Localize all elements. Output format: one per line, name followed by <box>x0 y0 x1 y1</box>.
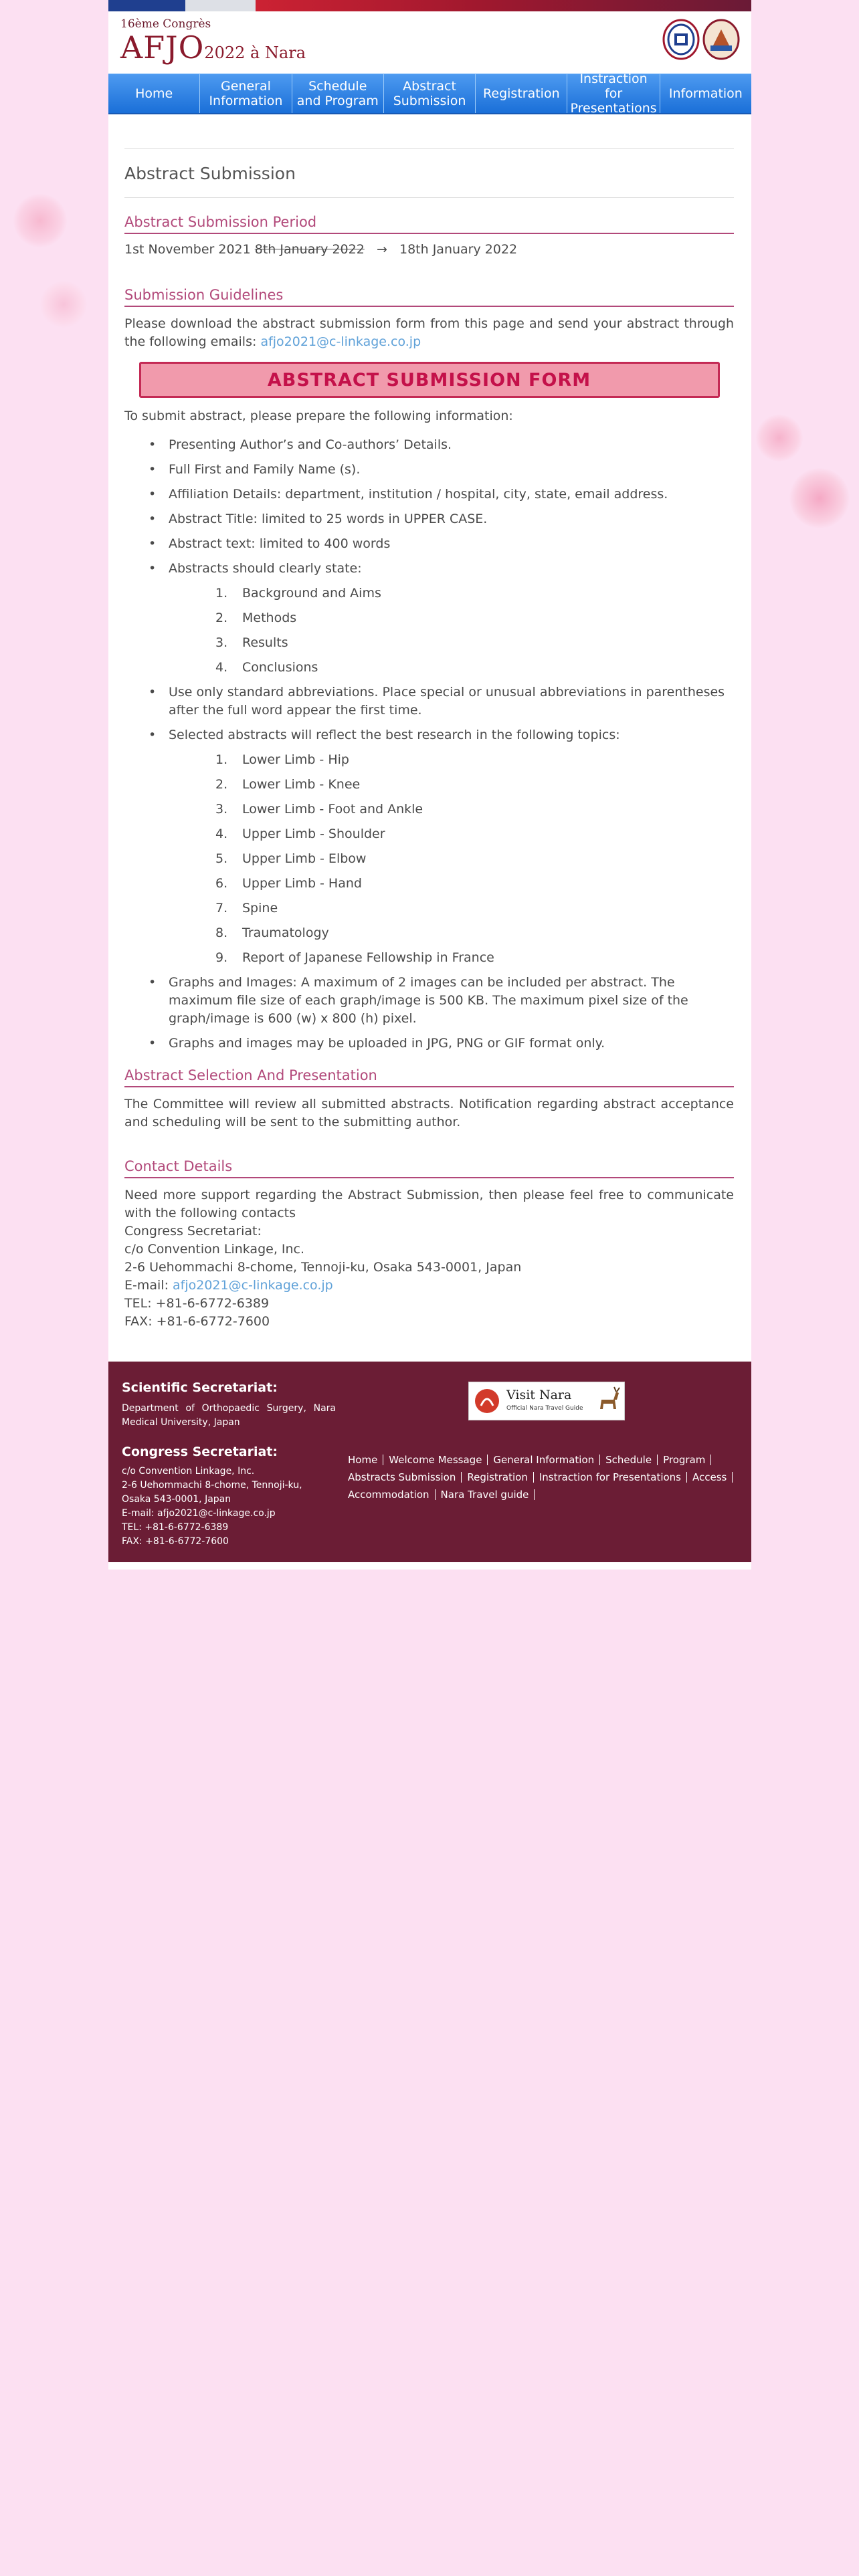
period-start: 1st November 2021 <box>124 242 251 257</box>
period-new-end: 18th January 2022 <box>399 242 518 257</box>
footer-sci-text: Department of Orthopaedic Surgery, Nara Medical University, Japan <box>122 1403 336 1428</box>
site-logo[interactable] <box>120 17 306 66</box>
list-item <box>149 726 734 967</box>
contact-heading: Contact Details <box>124 1158 734 1178</box>
logo-subtitle: 16ème Congrès <box>120 17 211 31</box>
logo-year: 2022 à Nara <box>204 43 306 62</box>
footer-cong-line: E-mail: afjo2021@c-linkage.co.jp <box>122 1508 276 1519</box>
page-container <box>108 0 751 1570</box>
footer-cong-label: Congress Secretariat: <box>122 1444 278 1459</box>
blossom-decoration <box>789 468 850 528</box>
footer-link[interactable]: Access <box>687 1472 733 1483</box>
guidelines-email-link[interactable]: afjo2021@c-linkage.co.jp <box>260 334 421 349</box>
list-item: 7. Spine <box>215 901 278 916</box>
list-item: 2. Lower Limb - Knee <box>215 777 361 792</box>
footer-link[interactable]: Accommodation <box>343 1489 436 1500</box>
footer-link[interactable]: Instraction for Presentations <box>534 1472 687 1483</box>
congress-emblem-icon <box>702 19 740 60</box>
footer-link[interactable]: Nara Travel guide <box>436 1489 535 1500</box>
logo-afjo: AFJO <box>120 29 205 66</box>
contact-tel: TEL: +81-6-6772-6389 <box>124 1296 270 1311</box>
footer-cong-line: Osaka 543-0001, Japan <box>122 1494 231 1505</box>
list-item: • Abstract text: limited to 400 words <box>149 535 734 553</box>
list-item: 4. Conclusions <box>215 660 318 675</box>
blossom-decoration <box>40 281 87 328</box>
contact-block <box>124 1186 734 1331</box>
main-content <box>124 148 734 1331</box>
arrow-icon: → <box>376 242 387 257</box>
footer-links <box>343 1451 737 1503</box>
list-item: 5. Upper Limb - Elbow <box>215 851 367 866</box>
footer-link[interactable]: Welcome Message <box>383 1455 488 1465</box>
footer-link[interactable]: Schedule <box>600 1455 658 1465</box>
topics-list <box>169 751 734 967</box>
footer-cong-line: FAX: +81-6-6772-7600 <box>122 1536 229 1547</box>
requirements-list <box>124 436 734 1053</box>
nav-registration[interactable]: Registration <box>476 74 567 113</box>
list-item: • Affiliation Details: department, institution / hospital, city, state, email address. <box>149 486 734 504</box>
footer-cong-line: c/o Convention Linkage, Inc. <box>122 1466 255 1477</box>
tricolor-band <box>108 0 751 11</box>
footer-sci-label: Scientific Secretariat: <box>122 1380 278 1395</box>
nav-instruction-presentations[interactable]: Instraction for Presentations <box>567 74 660 113</box>
list-item: • Graphs and images may be uploaded in JPG, PNG or GIF format only. <box>149 1035 734 1053</box>
nav-abstract-submission[interactable]: Abstract Submission <box>384 74 476 113</box>
period-dates <box>124 241 734 259</box>
list-item: 3. Lower Limb - Foot and Ankle <box>215 802 423 817</box>
list-item: • Abstract Title: limited to 25 words in UPPER CASE. <box>149 510 734 528</box>
contact-fax: FAX: +81-6-6772-7600 <box>124 1314 270 1329</box>
contact-line: 2-6 Uehommachi 8-chome, Tennoji-ku, Osaka 543-0001, Japan <box>124 1260 522 1275</box>
nav-general-information[interactable]: General Information <box>200 74 292 113</box>
contact-line: c/o Convention Linkage, Inc. <box>124 1242 305 1257</box>
footer-link[interactable]: Program <box>658 1455 711 1465</box>
guidelines-intro <box>124 315 734 351</box>
selection-heading: Abstract Selection And Presentation <box>124 1067 734 1087</box>
visit-nara-subtitle: Official Nara Travel Guide <box>506 1405 583 1412</box>
blossom-decoration <box>13 194 67 247</box>
period-old-end: 8th January 2022 <box>254 242 365 257</box>
list-item: 4. Upper Limb - Shoulder <box>215 827 385 841</box>
nav-information[interactable]: Information <box>668 86 743 101</box>
contact-email-label: E-mail: <box>124 1278 173 1293</box>
divider <box>124 197 734 198</box>
contact-line: Congress Secretariat: <box>124 1224 262 1239</box>
page-title: Abstract Submission <box>124 164 296 183</box>
visit-nara-title: Visit Nara <box>506 1388 572 1402</box>
state-list <box>169 584 734 677</box>
list-item: 6. Upper Limb - Hand <box>215 876 362 891</box>
footer-link[interactable]: Abstracts Submission <box>343 1472 462 1483</box>
state-intro: Abstracts should clearly state: <box>169 561 362 576</box>
list-item <box>149 560 734 677</box>
topics-intro: Selected abstracts will reflect the best research in the following topics: <box>169 728 620 742</box>
abstract-form-button[interactable]: ABSTRACT SUBMISSION FORM <box>139 362 720 398</box>
visit-nara-logo-icon <box>474 1388 500 1414</box>
list-item: 8. Traumatology <box>215 926 329 940</box>
nav-home[interactable]: Home <box>108 74 200 113</box>
list-item: • Use only standard abbreviations. Place special or unusual abbreviations in parentheses after the full word appear the first time. <box>149 683 734 720</box>
contact-email <box>124 1277 734 1295</box>
footer-cong-line: 2-6 Uehommachi 8-chome, Tennoji-ku, <box>122 1480 302 1491</box>
footer-link[interactable]: Registration <box>462 1472 533 1483</box>
selection-text: The Committee will review all submitted abstracts. Notification regarding abstract acceptance and scheduling will be sent to the submitting author. <box>124 1097 734 1130</box>
footer-link[interactable]: Home <box>343 1455 383 1465</box>
list-item: 1. Lower Limb - Hip <box>215 752 349 767</box>
list-item: 9. Report of Japanese Fellowship in France <box>215 950 494 965</box>
list-item: 2. Methods <box>215 611 297 625</box>
site-footer <box>108 1362 751 1562</box>
prepare-text: To submit abstract, please prepare the following information: <box>124 409 513 423</box>
visit-nara-banner[interactable] <box>468 1382 625 1420</box>
blossom-decoration <box>756 415 803 461</box>
footer-cong-line: TEL: +81-6-6772-6389 <box>122 1522 229 1533</box>
nav-schedule-program[interactable]: Schedule and Program <box>292 74 384 113</box>
period-heading: Abstract Submission Period <box>124 214 734 234</box>
footer-link[interactable]: General Information <box>488 1455 600 1465</box>
society-emblem-icon <box>662 19 700 60</box>
list-item: • Presenting Author’s and Co-authors’ Details. <box>149 436 734 454</box>
list-item: • Graphs and Images: A maximum of 2 images can be included per abstract. The maximum file size of each graph/image is 500 KB. The maximum pixel size of the graph/image is 600 (w) x 800 (h) pixel. <box>149 974 734 1028</box>
main-navigation <box>108 74 751 114</box>
list-item: • Full First and Family Name (s). <box>149 461 734 479</box>
list-item: 1. Background and Aims <box>215 586 381 601</box>
deer-icon <box>595 1386 622 1417</box>
contact-email-link[interactable]: afjo2021@c-linkage.co.jp <box>173 1278 333 1293</box>
guidelines-intro-text: Please download the abstract submission form from this page and send your abstract through the following emails: <box>124 316 734 349</box>
contact-intro: Need more support regarding the Abstract Submission, then please feel free to communicate with the following contacts <box>124 1188 734 1220</box>
guidelines-heading: Submission Guidelines <box>124 287 734 307</box>
list-item: 3. Results <box>215 635 288 650</box>
